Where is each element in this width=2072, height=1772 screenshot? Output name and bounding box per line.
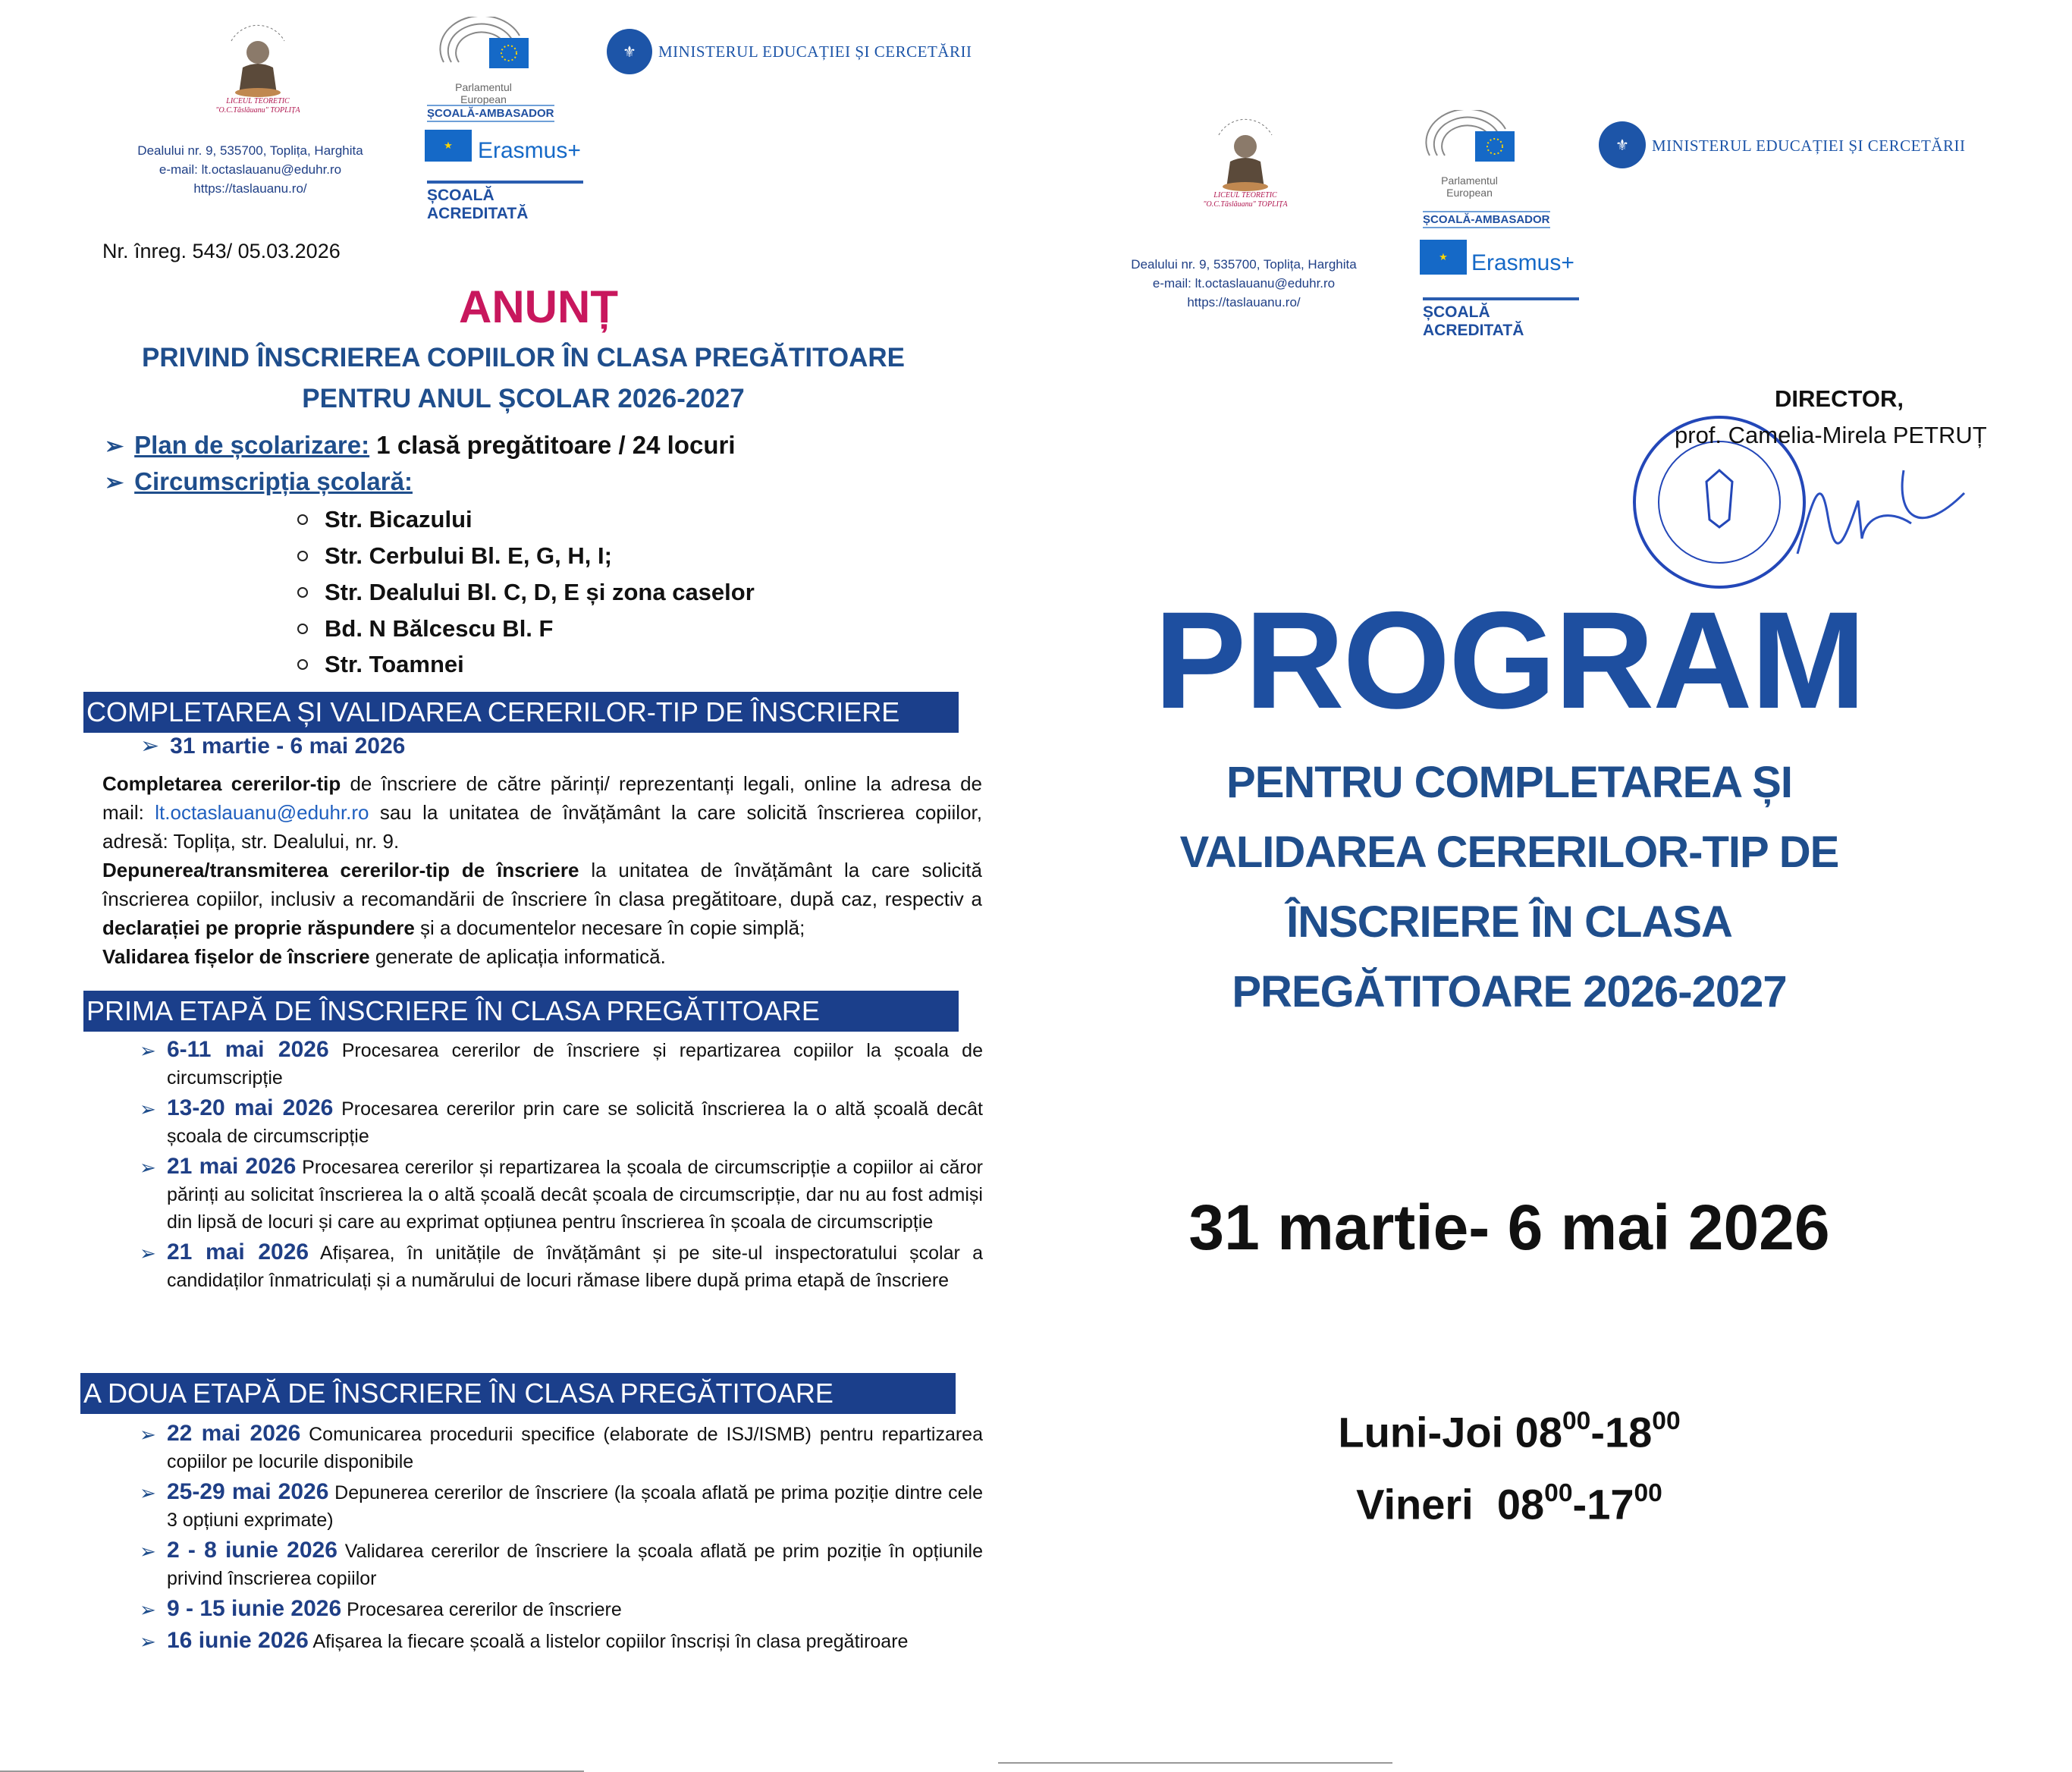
announcement-subtitle-1: PRIVIND ÎNSCRIEREA COPIILOR ÎN CLASA PREGĂTITOARE	[141, 343, 905, 372]
circumscription-bullet	[105, 467, 413, 496]
street-item	[297, 506, 472, 533]
subtitle-line: ÎNSCRIERE ÎN CLASA	[1286, 897, 1732, 947]
director-title: DIRECTOR,	[1775, 385, 1904, 412]
school-logo	[1200, 112, 1291, 222]
paragraph	[102, 942, 982, 971]
eu-flag-icon: ★	[425, 130, 472, 162]
school-email: e-mail: lt.octaslauanu@eduhr.ro	[159, 162, 342, 177]
arrow-icon: ➢	[140, 1156, 156, 1179]
list-item	[133, 1153, 983, 1236]
arrow-icon: ➢	[105, 434, 124, 459]
item-text: Procesarea cererilor de înscriere	[341, 1599, 622, 1620]
ministry-crest-icon: ⚜	[1599, 121, 1646, 168]
item-date: 21 mai 2026	[167, 1239, 309, 1265]
arrow-icon: ➢	[140, 1242, 156, 1265]
accredited-school-label: ȘCOALĂ ACREDITATĂ	[427, 181, 583, 223]
circle-bullet-icon	[297, 587, 308, 598]
arrow-icon: ➢	[140, 1630, 156, 1653]
street-name: Str. Dealului Bl. C, D, E și zona caselor	[325, 579, 755, 605]
school-contact	[99, 141, 402, 198]
list-item	[133, 1627, 983, 1656]
item-text: Afișarea, în unitățile de învățământ și pe site-ul inspectoratului școlar a candidaților înmatriculați și a numărului de locuri rămase libere după prima etapă de înscriere	[167, 1243, 983, 1291]
plan-label: Plan de școlarizare:	[134, 431, 370, 459]
arrow-icon: ➢	[105, 470, 124, 495]
text: de înscriere de către părinți/ reprezentanți legali, online la adresa de mail:	[102, 772, 982, 824]
first-stage-list	[133, 1036, 983, 1297]
section-banner-first-stage: PRIMA ETAPĂ DE ÎNSCRIERE ÎN CLASA PREGĂTITOARE	[83, 991, 959, 1032]
street-item	[297, 615, 553, 643]
school-logo-text: LICEUL TEORETIC "O.C.Tăslăuanu" TOPLIȚA	[1203, 191, 1288, 209]
announcement-title: ANUNȚ	[459, 281, 618, 332]
item-text: Procesarea cererilor și repartizarea la școala de circumscripție a copiilor ai căror părinți au solicitat înscrierea la o altă școală decât școala de circumscripție, dar nu au fost admiși din lipsă de locuri și care au exprimat opțiunea pentru înscrierea în școala de circumscripție	[167, 1157, 983, 1233]
subtitle-line: PENTRU COMPLETAREA ȘI	[1226, 758, 1792, 807]
completion-description	[102, 769, 982, 971]
item-text: Depunerea cererilor de înscriere (la școala aflată pe prima poziție dintre cele 3 opțiuni exprimate)	[167, 1482, 983, 1531]
start-minutes: 00	[1544, 1479, 1573, 1507]
street-name: Str. Cerbului Bl. E, G, H, I;	[325, 542, 612, 569]
start-hour: 08	[1496, 1480, 1545, 1529]
bold-text: declarației pe proprie răspundere	[102, 916, 415, 939]
completion-period	[140, 733, 405, 759]
arrow-icon: ➢	[140, 1098, 156, 1120]
item-text: Procesarea cererilor de înscriere și repartizarea copiilor la școala de circumscripție	[167, 1040, 983, 1089]
erasmus-label: Erasmus+	[1471, 250, 1574, 275]
days: Luni-Joi	[1338, 1408, 1504, 1456]
bold-text: Completarea cererilor-tip	[102, 772, 341, 795]
circumscription-label: Circumscripția școlară:	[134, 467, 413, 495]
circle-bullet-icon	[297, 514, 308, 525]
european-parliament-logo	[1422, 110, 1517, 199]
list-item	[133, 1420, 983, 1475]
school-logo	[212, 18, 303, 128]
ambassador-school-label: ȘCOALĂ-AMBASADOR	[427, 105, 554, 122]
bold-text: Depunerea/transmiterea cererilor-tip de înscriere	[102, 859, 579, 881]
text: sau la unitatea de învățământ la care solicită înscrierea copiilor, adresă: Toplița, str. Dealului, nr. 9.	[102, 801, 982, 853]
arrow-icon: ➢	[140, 1481, 156, 1504]
subtitle-line: VALIDAREA CERERILOR-TIP DE	[1179, 828, 1839, 877]
ministry-name: MINISTERUL EDUCAȚIEI ȘI CERCETĂRII	[1652, 137, 1966, 155]
program-title: PROGRAM	[1154, 583, 1865, 737]
start-minutes: 00	[1562, 1407, 1591, 1435]
school-logo-text: LICEUL TEORETIC "O.C.Tăslăuanu" TOPLIȚA	[215, 97, 300, 115]
item-date: 13-20 mai 2026	[167, 1095, 334, 1120]
accredited-school-label: ȘCOALĂ ACREDITATĂ	[1423, 297, 1579, 340]
street-name: Bd. N Bălcescu Bl. F	[325, 615, 554, 642]
signature	[1790, 455, 1972, 569]
page-edge-divider	[998, 1762, 1392, 1764]
item-date: 9 - 15 iunie 2026	[167, 1596, 342, 1621]
schedule-friday: Vineri $08^{00}-17^{00}$	[1356, 1479, 1662, 1529]
program-period: 31 martie- 6 mai 2026	[1188, 1192, 1830, 1263]
school-address: Dealului nr. 9, 535700, Toplița, Harghita	[1131, 257, 1357, 272]
schedule-weekdays: Luni-Joi $08^{00}-18^{00}$	[1338, 1407, 1681, 1456]
list-item	[133, 1095, 983, 1150]
period-date: 31 martie - 6 mai 2026	[170, 734, 406, 759]
list-item	[133, 1239, 983, 1294]
ep-label: Parlamentul European	[1441, 174, 1498, 199]
bold-text: Validarea fișelor de înscriere	[102, 945, 370, 968]
subtitle-line: PREGĂTITOARE 2026-2027	[1232, 967, 1787, 1016]
list-item	[133, 1595, 983, 1624]
list-item	[133, 1537, 983, 1592]
item-date: 22 mai 2026	[167, 1421, 301, 1446]
erasmus-label: Erasmus+	[478, 138, 581, 163]
school-website: https://taslauanu.ro/	[1187, 295, 1301, 309]
ministry-name: MINISTERUL EDUCAȚIEI ȘI CERCETĂRII	[658, 42, 972, 61]
circle-bullet-icon	[297, 551, 308, 561]
item-text: Validarea cererilor de înscriere la școala aflată pe prim poziție în opțiunile privind înscrierea copiilor	[167, 1541, 983, 1589]
section-banner-second-stage: A DOUA ETAPĂ DE ÎNSCRIERE ÎN CLASA PREGĂTITOARE	[80, 1373, 956, 1414]
announcement-subtitle-2: PENTRU ANUL ȘCOLAR 2026-2027	[302, 384, 745, 413]
arrow-icon: ➢	[140, 1423, 156, 1446]
school-website: https://taslauanu.ro/	[193, 181, 307, 196]
item-date: 16 iunie 2026	[167, 1628, 309, 1653]
arrow-icon: ➢	[140, 1039, 156, 1062]
ambassador-school-label: ȘCOALĂ-AMBASADOR	[1423, 211, 1550, 228]
ministry-crest-icon: ⚜	[607, 29, 652, 74]
end-minutes: 00	[1652, 1407, 1681, 1435]
street-item	[297, 651, 464, 678]
european-parliament-logo	[436, 17, 531, 105]
ep-label: Parlamentul European	[455, 81, 512, 105]
days: Vineri	[1356, 1480, 1474, 1529]
section-banner-completion: COMPLETAREA ȘI VALIDAREA CERERILOR-TIP DE ÎNSCRIERE	[83, 692, 959, 733]
end-hour: 17	[1587, 1480, 1634, 1529]
street-item	[297, 579, 755, 606]
school-contact	[1092, 255, 1395, 312]
text: și a documentelor necesare în copie simplă;	[414, 916, 805, 939]
item-date: 6-11 mai 2026	[167, 1037, 329, 1062]
paragraph	[102, 856, 982, 942]
program-subtitle	[1054, 748, 1964, 1027]
end-minutes: 00	[1634, 1479, 1662, 1507]
plan-bullet	[105, 431, 736, 460]
second-stage-list	[133, 1420, 983, 1659]
street-item	[297, 542, 612, 570]
arrow-icon: ➢	[140, 1598, 156, 1621]
item-text: Procesarea cererilor prin care se solicită înscrierea la o altă școală decât școala de circumscripție	[167, 1098, 983, 1147]
item-date: 21 mai 2026	[167, 1154, 297, 1179]
registration-number: Nr. înreg. 543/ 05.03.2026	[102, 240, 341, 262]
end-hour: 18	[1604, 1408, 1653, 1456]
paragraph	[102, 769, 982, 856]
email-link[interactable]: lt.octaslauanu@eduhr.ro	[155, 801, 369, 824]
item-text: Comunicarea procedurii specifice (elaborate de ISJ/ISMB) pentru repartizarea copiilor pe locurile disponibile	[167, 1424, 983, 1472]
start-hour: 08	[1515, 1408, 1562, 1456]
arrow-icon: ➢	[140, 1540, 156, 1563]
street-name: Str. Toamnei	[325, 651, 464, 677]
eu-flag-icon: ★	[1420, 240, 1467, 275]
circle-bullet-icon	[297, 659, 308, 670]
plan-value: 1 clasă pregătitoare / 24 locuri	[376, 431, 736, 459]
street-name: Str. Bicazului	[325, 506, 472, 533]
item-text: Afișarea la fiecare școală a listelor copiilor înscriși în clasa pregătiroare	[308, 1631, 909, 1652]
list-item	[133, 1478, 983, 1534]
list-item	[133, 1036, 983, 1092]
item-date: 2 - 8 iunie 2026	[167, 1538, 337, 1563]
school-email: e-mail: lt.octaslauanu@eduhr.ro	[1152, 276, 1336, 291]
text: la unitatea de învățământ la care solicită înscrierea copiilor, inclusiv a recomandării de înscriere în clasa pregătitoare, după caz, respectiv a	[102, 859, 982, 910]
circle-bullet-icon	[297, 624, 308, 634]
director-name: prof. Camelia-Mirela PETRUȚ	[1675, 422, 1987, 448]
arrow-icon: ➢	[140, 734, 160, 759]
text: generate de aplicația informatică.	[369, 945, 666, 968]
item-date: 25-29 mai 2026	[167, 1479, 329, 1504]
school-address: Dealului nr. 9, 535700, Toplița, Harghita	[137, 143, 363, 158]
